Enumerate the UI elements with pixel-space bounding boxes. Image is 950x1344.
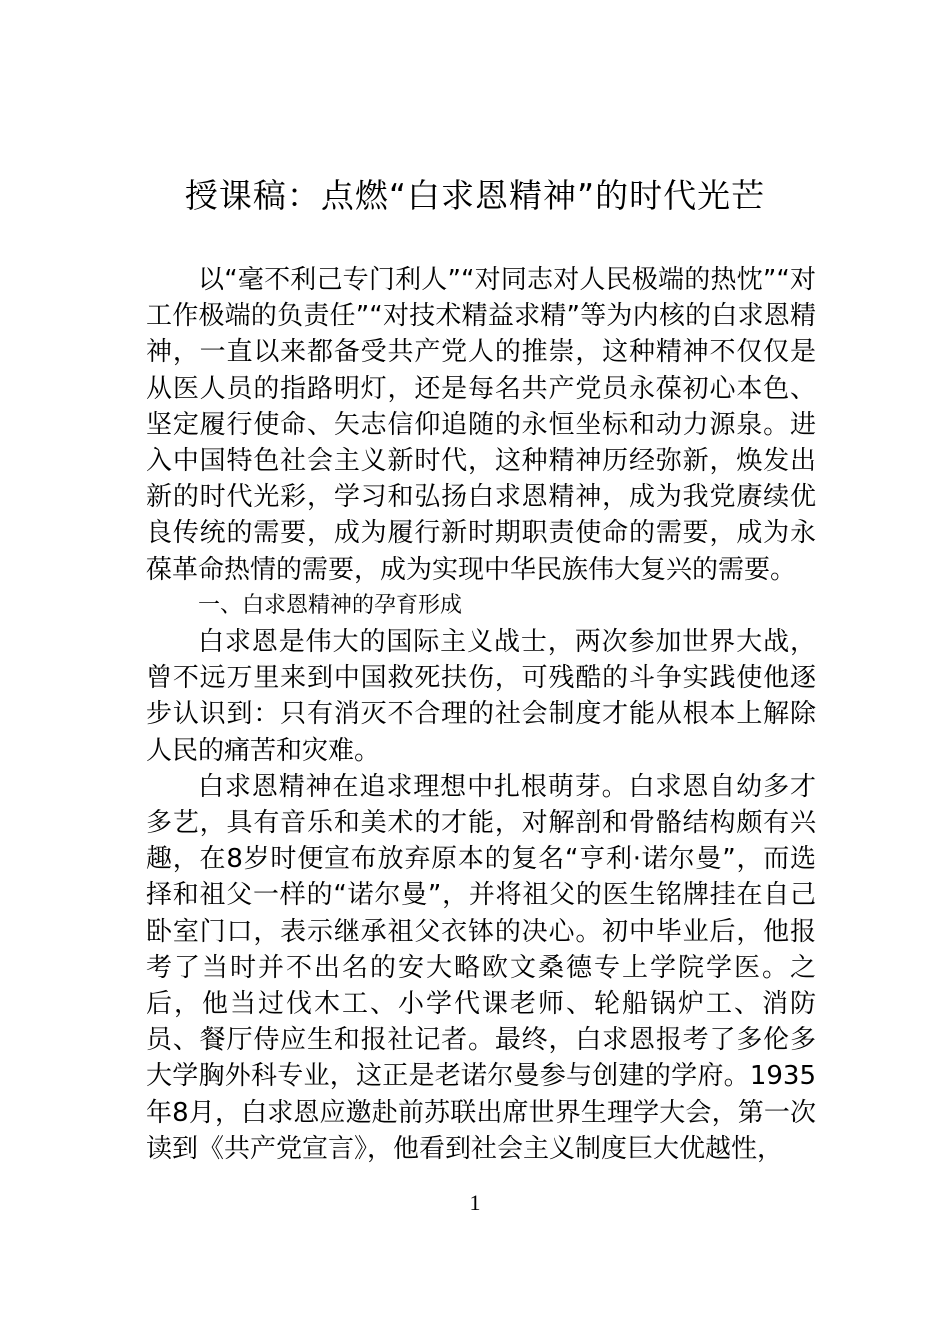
document-title: 授课稿：点燃“白求恩精神”的时代光芒 [184, 176, 766, 215]
section-paragraph: 白求恩是伟大的国际主义战士，两次参加世界大战，曾不远万里来到中国救死扶伤，可残酷的斗争实践使他逐步认识到：只有消灭不合理的社会制度才能从根本上解除人民的痛苦和灾难。 [146, 627, 816, 766]
section-heading: 一、白求恩精神的孕育形成 [198, 592, 463, 618]
intro-paragraph: 以“毫不利己专门利人”“对同志对人民极端的热忱”“对工作极端的负责任”“对技术精益求精”等为内核的白求恩精神，一直以来都备受共产党人的推崇，这种精神不仅仅是从医人员的指路明灯，还是每名共产党员永葆初心本色、坚定履行使命、矢志信仰追随的永恒坐标和动力源泉。进入中国特色社会主义新时代，这种精神历经弥新，焕发出新的时代光彩，学习和弘扬白求恩精神，成为我党赓续优良传统的需要，成为履行新时期职责使命的需要，成为永葆革命热情的需要，成为实现中华民族伟大复兴的需要。 [146, 265, 816, 585]
document-body [146, 262, 816, 1167]
section-paragraph: 白求恩精神在追求理想中扎根萌芽。白求恩自幼多才多艺，具有音乐和美术的才能，对解剖和骨骼结构颇有兴趣，在8岁时便宣布放弃原本的复名“亨利·诺尔曼”，而选择和祖父一样的“诺尔曼”，并将祖父的医生铭牌挂在自己卧室门口，表示继承祖父衣钵的决心。初中毕业后，他报考了当时并不出名的安大略欧文桑德专上学院学医。之后，他当过伐木工、小学代课老师、轮船锅炉工、消防员、餐厅侍应生和报社记者。最终，白求恩报考了多伦多大学胸外科专业，这正是老诺尔曼参与创建的学府。1935年8月，白求恩应邀赴前苏联出席世界生理学大会，第一次读到《共产党宣言》，他看到社会主义制度巨大优越性， [146, 771, 816, 1164]
page-number: 1 [469, 1190, 481, 1215]
